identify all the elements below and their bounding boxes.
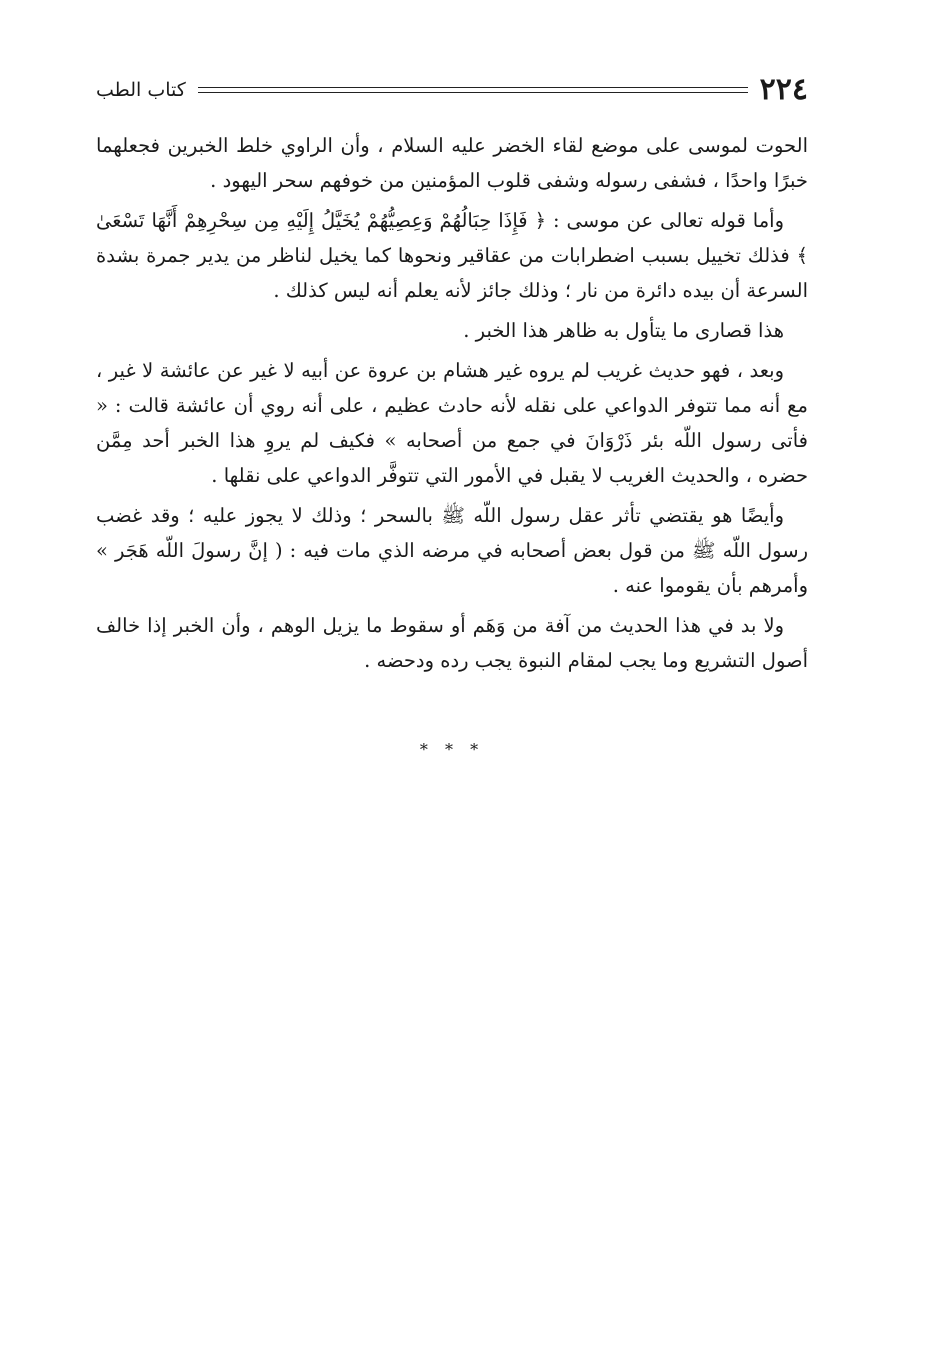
header-rule [198,87,748,93]
paragraph: الحوت لموسى على موضع لقاء الخضر عليه السلام ، وأن الراوي خلط الخبرين فجعلهما خبرًا واحدًا ، فشفى رسوله وشفى قلوب المؤمنين من خوفهم سحر اليهود . [96,134,808,192]
paragraph: هذا قصارى ما يتأول به ظاهر هذا الخبر . [463,319,784,342]
page-header [96,70,808,110]
paragraph: وأما قوله تعالى عن موسى : ﴿ فَإِذَا حِبَالُهُمْ وَعِصِيُّهُمْ يُخَيَّلُ إِلَيْهِ مِن سِحْرِهِمْ أَنَّهَا تَسْعَىٰ ﴾ فذلك تخييل بسبب اضطرابات من عقاقير ونحوها كما يخيل لناظر من يدير جمرة بشدة السرعة أن بيده دائرة من نار ؛ وذلك جائز لأنه يعلم أنه ليس كذلك . [96,209,808,302]
section-separator: * * * [419,740,485,759]
page-number: ٢٢٤ [759,72,808,107]
paragraph: ولا بد في هذا الحديث من آفة من وَهَم أو سقوط ما يزيل الوهم ، وأن الخبر إذا خالف أصول التشريع وما يجب لمقام النبوة يجب رده ودحضه . [96,614,808,672]
paragraph: وأيضًا هو يقتضي تأثر عقل رسول اللّه ﷺ بالسحر ؛ وذلك لا يجوز عليه ؛ وقد غضب رسول اللّه ﷺ من قول بعض أصحابه في مرضه الذي مات فيه : ( إنَّ رسولَ اللّه هَجَر » وأمرهم بأن يقوموا عنه . [96,504,808,597]
running-title: كتاب الطب [96,78,186,101]
paragraph: وبعد ، فهو حديث غريب لم يروه غير هشام بن عروة عن أبيه لا غير عن عائشة لا غير ، مع أنه مما تتوفر الدواعي على نقله لأنه حادث عظيم ، على أنه روي أن عائشة قالت : « فأتى رسول اللّه بئر ذَرْوَانَ في جمع من أصحابه » فكيف لم يروِ هذا الخبر أحد مِمَّن حضره ، والحديث الغريب لا يقبل في الأمور التي تتوفَّر الدواعي على نقلها . [96,359,808,487]
book-page [96,70,808,759]
body-text [96,128,808,678]
